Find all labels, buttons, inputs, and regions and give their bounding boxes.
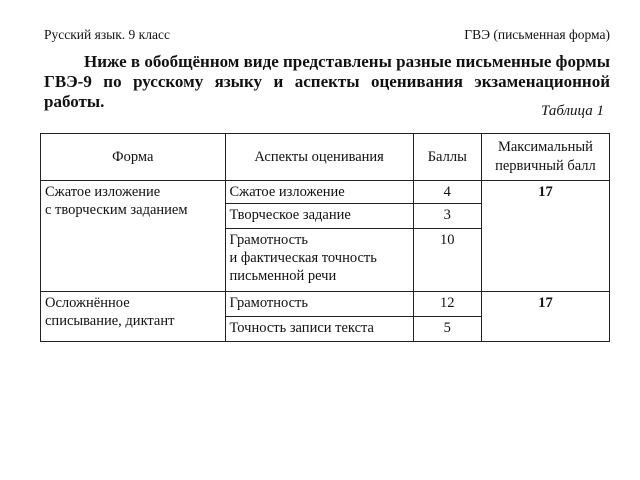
table-row	[41, 181, 610, 204]
points-cell: 5	[413, 317, 481, 342]
points-cell: 4	[413, 181, 481, 204]
aspect-cell: Грамотность	[225, 292, 413, 317]
subject-label: Русский язык. 9 класс	[44, 27, 170, 42]
column-header-max-score: Максимальный первичный балл	[481, 134, 609, 181]
form-cell: Осложнённое списывание, диктант	[41, 292, 226, 342]
table-caption: Таблица 1	[541, 103, 604, 119]
table-header-row	[41, 134, 610, 181]
points-cell: 10	[413, 229, 481, 292]
column-header-form: Форма	[41, 134, 226, 181]
table-row	[41, 292, 610, 317]
aspect-cell: Точность записи текста	[225, 317, 413, 342]
column-header-points: Баллы	[413, 134, 481, 181]
intro-line-2: ГВЭ-9 по русскому языку и аспекты оценивания экзаменационной работы.	[44, 72, 610, 111]
points-cell: 3	[413, 204, 481, 229]
intro-paragraph	[44, 52, 610, 112]
max-score-cell: 17	[481, 181, 609, 292]
aspect-cell: Грамотность и фактическая точность письменной речи	[225, 229, 413, 292]
aspect-cell: Сжатое изложение	[225, 181, 413, 204]
max-score-cell: 17	[481, 292, 609, 342]
form-cell: Сжатое изложение с творческим заданием	[41, 181, 226, 292]
intro-line-1: Ниже в обобщённом виде представлены разные письменные формы	[84, 52, 610, 71]
assessment-table	[40, 133, 610, 342]
column-header-aspects: Аспекты оценивания	[225, 134, 413, 181]
exam-form-label: ГВЭ (письменная форма)	[464, 27, 610, 42]
page-header	[44, 27, 610, 47]
aspect-cell: Творческое задание	[225, 204, 413, 229]
points-cell: 12	[413, 292, 481, 317]
